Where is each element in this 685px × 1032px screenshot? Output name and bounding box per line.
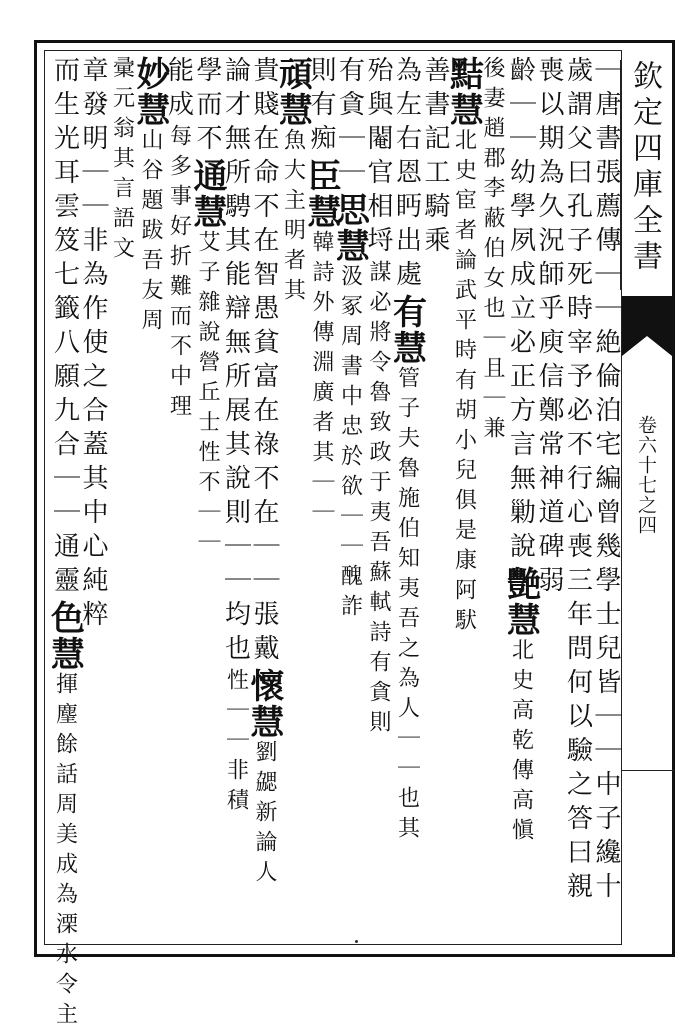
column-text: 艾子雜說營丘士性不｜｜ [195,230,220,560]
text-column [535,56,564,936]
column-text: ｜唐書張薦傳｜｜絶倫泊宅編曾幾學士兒皆｜｜中子纔十 [591,56,621,906]
fishtail-mark [622,296,672,356]
text-column [164,56,193,936]
text-column [130,56,170,936]
column-text: 性｜｜非積 [223,668,249,818]
column-text: 彚元翁其言語文 [109,56,135,266]
text-column [244,56,284,936]
text-column [272,56,313,936]
column-text: 韓詩外傳淵廣者其｜｜ [309,230,334,530]
column-text: 則有痴 [306,56,336,158]
entry-heading: 臣慧 [301,158,341,230]
column-text: 貴賤在命不在智愚貧富在祿不在｜｜張戴 [249,56,279,668]
entry-heading: 通慧 [187,158,227,230]
column-text: 有貪｜｜ [334,56,365,192]
column-text: 論才無所騁其能辯無所展其說則｜｜均也 [220,56,251,668]
entry-heading: 懷慧 [244,668,284,740]
column-text: 北史高乾傳高愼 [508,638,534,848]
column-text: 為左右恩眄出處 [391,56,422,294]
column-text: 揮麈餘話周美成為溧水令主 [52,672,78,1032]
column-text: 喪以期為久況師乎庾信鄭常神道碑弱 [534,56,564,600]
text-column [187,56,227,936]
column-text: 謀必將令魯致政于夷吾蘇軾詩有貪則 [366,260,391,740]
column-text: 善書記工騎乘 [420,56,450,260]
text-column [500,56,541,936]
column-text: 能成 [163,56,194,124]
column-text: 魚大主明者其 [280,128,306,308]
column-text: 每多事好折難而不中理 [166,124,192,424]
column-text: 殆與閹官相埒 [363,56,393,260]
column-text: 劉勰新論人 [252,740,277,890]
column-text: 汲冢周書中忠於欲｜｜醜詐 [337,264,363,624]
text-column [44,56,85,1032]
text-column [386,56,427,936]
text-column [107,56,136,936]
column-text: 章發明｜｜非為作使之合蓋其中心純粹 [78,56,108,634]
entry-heading: 頑慧 [272,56,313,128]
margin-rule [622,770,674,771]
column-text: 齡｜｜幼學夙成立必正方言無勦說 [505,56,536,566]
column-text: 學而不 [192,56,222,158]
entry-heading: 有慧 [386,294,427,366]
text-column [421,56,450,936]
text-column [443,56,484,936]
column-text: 而生光耳雲笈七籤八願九合｜｜通靈 [49,56,80,600]
volume-label: 卷六十七之四 [635,415,657,535]
text-column [301,56,341,936]
column-text: 山谷題跋吾友周 [138,128,163,338]
text-column [364,56,393,936]
entry-heading: 艷慧 [500,566,541,638]
text-column [478,56,507,936]
book-title: 欽定四庫全書 [620,60,667,290]
column-text: 北史宦者論武平時有胡小兒俱是康阿䭾 [451,128,477,638]
text-column [592,56,621,936]
text-column [79,56,108,936]
entry-heading: 黠慧 [443,56,484,128]
entry-heading: 思慧 [329,192,370,264]
column-text: 後妻趙郡李蔽伯女也｜且｜兼 [480,56,505,446]
column-text: 歲謂父曰孔子死時宰予必不行心喪三年問何以驗之答曰親 [562,56,593,906]
entry-heading: 妙慧 [130,56,170,128]
speck [355,940,358,943]
entry-heading: 色慧 [44,600,85,672]
column-text: 管子夫魯施伯知夷吾之為人｜｜也其 [394,366,420,846]
text-column [563,56,592,936]
